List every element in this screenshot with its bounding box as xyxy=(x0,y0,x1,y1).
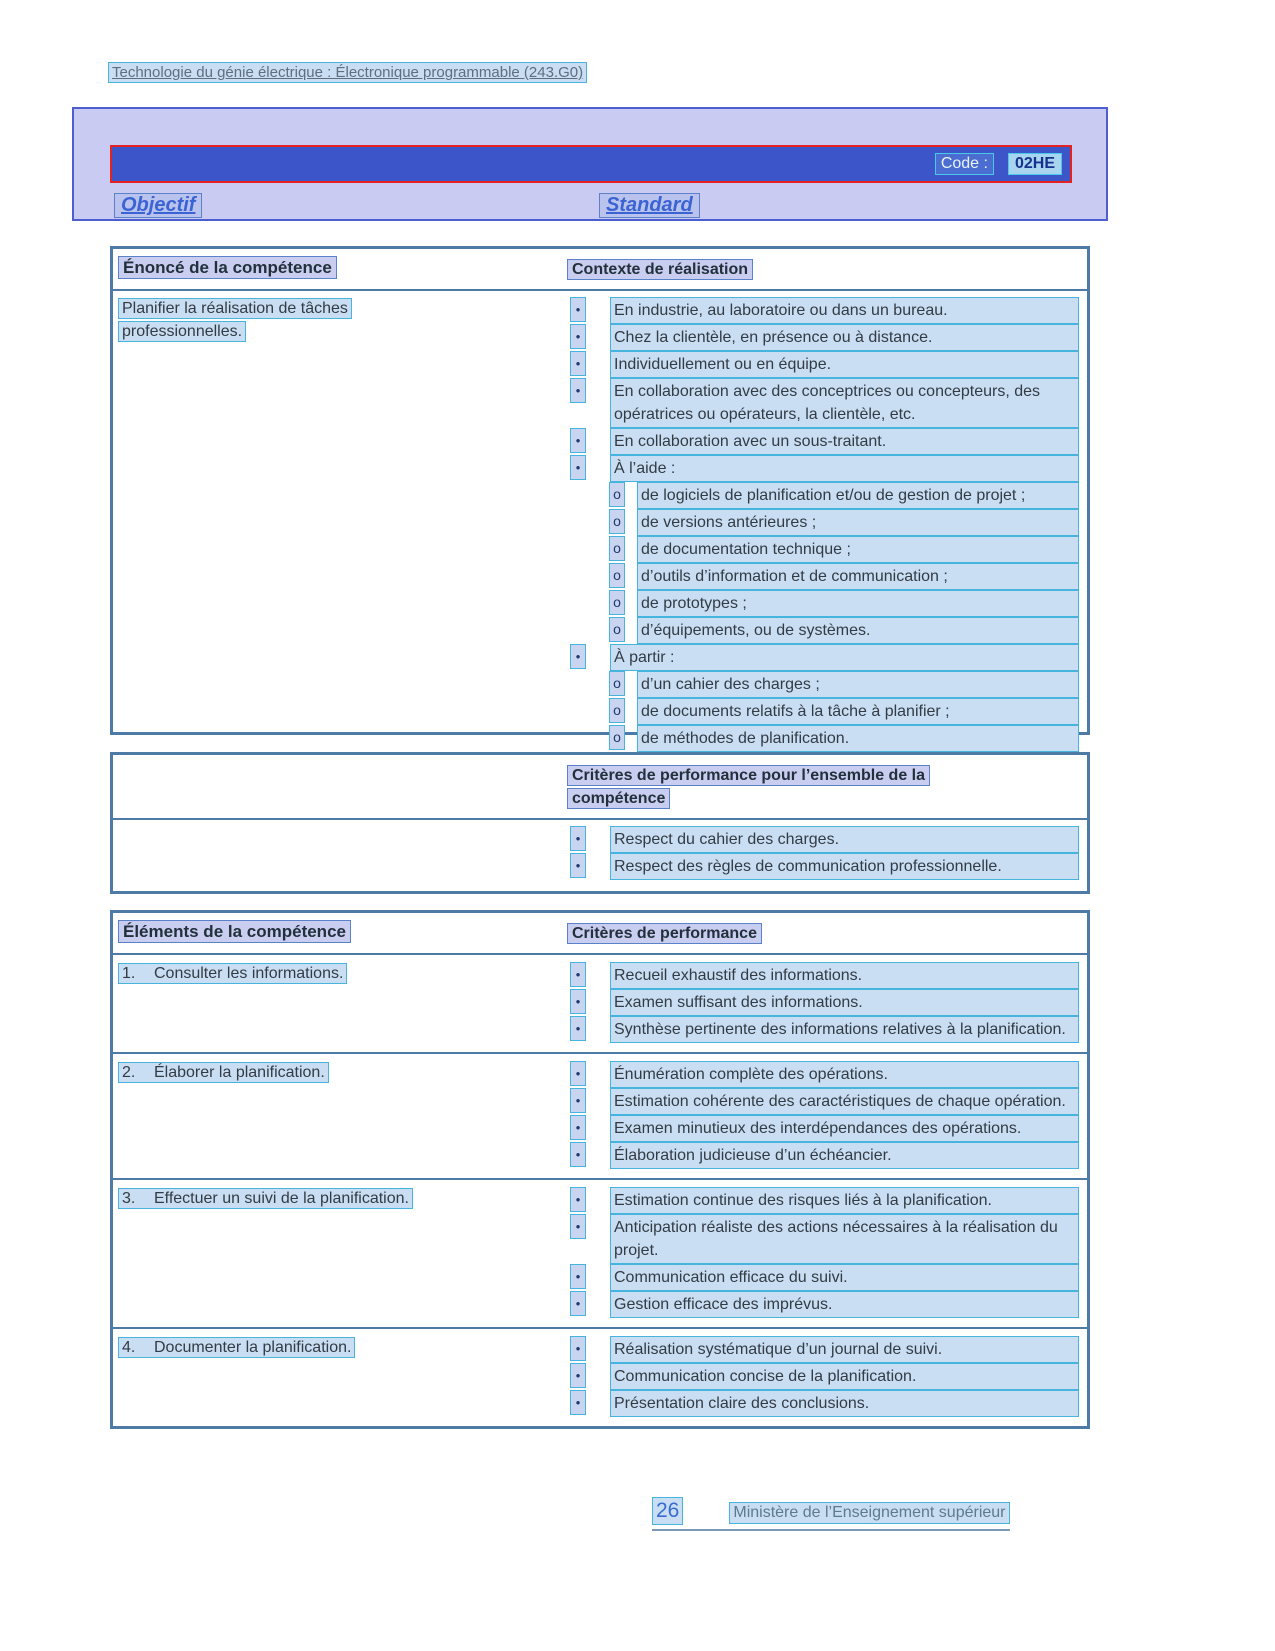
table-body-row xyxy=(113,291,1087,760)
objectif-heading: Objectif xyxy=(114,193,202,218)
sub-bullet-icon: o xyxy=(609,725,625,750)
element-label: Consulter les informations. xyxy=(154,965,344,982)
sub-list-item xyxy=(567,590,1081,617)
bullet-icon: • xyxy=(570,989,586,1014)
list-item xyxy=(567,1390,1081,1417)
code-label: Code : xyxy=(935,153,994,175)
bullet-icon: • xyxy=(570,853,586,878)
sub-list-item xyxy=(567,482,1081,509)
sub-bullet-icon: o xyxy=(609,536,625,561)
sub-bullet-icon: o xyxy=(609,671,625,696)
list-item xyxy=(567,1214,1081,1264)
ministry-label: Ministère de l’Enseignement supérieur xyxy=(729,1502,1009,1524)
bullet-icon: • xyxy=(570,324,586,349)
list-item xyxy=(567,644,1081,671)
objective-panel xyxy=(72,107,1108,221)
element-cell xyxy=(113,1336,567,1417)
element-row xyxy=(113,955,1087,1052)
document-title: Technologie du génie électrique : Électronique programmable (243.G0) xyxy=(108,62,587,83)
element-label: Documenter la planification. xyxy=(154,1339,352,1356)
criteria-item: Respect des règles de communication professionnelle. xyxy=(610,853,1079,880)
list-item xyxy=(567,1264,1081,1291)
list-item xyxy=(567,1088,1081,1115)
list-item xyxy=(567,378,1081,428)
list-item xyxy=(567,1115,1081,1142)
list-item xyxy=(567,1336,1081,1363)
header-cell-left xyxy=(113,922,567,945)
element-number: 1. xyxy=(122,965,136,982)
criteria-list xyxy=(567,1187,1081,1318)
global-criteria-list xyxy=(567,826,1081,880)
sub-bullet-icon: o xyxy=(609,482,625,507)
criteria-item: Recueil exhaustif des informations. xyxy=(610,962,1079,989)
competence-header: Énoncé de la compétence xyxy=(118,256,337,279)
page-footer xyxy=(652,1497,1010,1531)
element-row xyxy=(113,1327,1087,1426)
context-item: En collaboration avec un sous-traitant. xyxy=(610,428,1079,455)
element-cell xyxy=(113,1187,567,1318)
criteria-item: Réalisation systématique d’un journal de suivi. xyxy=(610,1336,1079,1363)
criteria-item: Examen minutieux des interdépendances des opérations. xyxy=(610,1115,1079,1142)
bullet-icon: • xyxy=(570,1291,586,1316)
element-label: Élaborer la planification. xyxy=(154,1064,325,1081)
header-cell-left xyxy=(113,764,567,810)
context-sub-item: d’un cahier des charges ; xyxy=(637,671,1079,698)
context-sub-item: de logiciels de planification et/ou de gestion de projet ; xyxy=(637,482,1079,509)
context-list xyxy=(567,297,1081,752)
criteria-cell xyxy=(567,962,1087,1043)
element-item xyxy=(118,1188,413,1209)
competence-statement: Planifier la réalisation de tâches professionnelles. xyxy=(118,298,352,342)
header-cell-left xyxy=(113,258,567,281)
global-criteria-cell xyxy=(567,826,1087,880)
context-item: À l’aide : xyxy=(610,455,1079,482)
bullet-icon: • xyxy=(570,1016,586,1041)
list-item xyxy=(567,853,1081,880)
criteria-header: Critères de performance xyxy=(567,923,762,944)
list-item xyxy=(567,989,1081,1016)
element-row xyxy=(113,1178,1087,1327)
bullet-icon: • xyxy=(570,826,586,851)
sub-list-item xyxy=(567,563,1081,590)
element-item xyxy=(118,1062,329,1083)
bullet-icon: • xyxy=(570,644,586,669)
element-cell xyxy=(113,962,567,1043)
element-cell xyxy=(113,1061,567,1169)
element-row xyxy=(113,1052,1087,1178)
sub-bullet-icon: o xyxy=(609,698,625,723)
bullet-icon: • xyxy=(570,1061,586,1086)
criteria-item: Élaboration judicieuse d’un échéancier. xyxy=(610,1142,1079,1169)
list-item xyxy=(567,428,1081,455)
list-item xyxy=(567,297,1081,324)
element-number: 4. xyxy=(122,1339,136,1356)
bullet-icon: • xyxy=(570,1187,586,1212)
bullet-icon: • xyxy=(570,1363,586,1388)
empty-cell xyxy=(113,826,567,880)
criteria-cell xyxy=(567,1187,1087,1318)
context-sub-item: d’outils d’information et de communication ; xyxy=(637,563,1079,590)
criteria-cell xyxy=(567,1061,1087,1169)
list-item xyxy=(567,351,1081,378)
context-item: En collaboration avec des conceptrices ou concepteurs, des opératrices ou opérateurs, la clientèle, etc. xyxy=(610,378,1079,428)
criteria-item: Estimation continue des risques liés à la planification. xyxy=(610,1187,1079,1214)
standard-heading: Standard xyxy=(599,193,700,218)
sub-list-item xyxy=(567,725,1081,752)
context-item: Chez la clientèle, en présence ou à distance. xyxy=(610,324,1079,351)
criteria-list xyxy=(567,1336,1081,1417)
sub-bullet-icon: o xyxy=(609,590,625,615)
header-cell-right xyxy=(567,764,1087,810)
list-item xyxy=(567,324,1081,351)
criteria-item: Énumération complète des opérations. xyxy=(610,1061,1079,1088)
context-item: À partir : xyxy=(610,644,1079,671)
criteria-item: Présentation claire des conclusions. xyxy=(610,1390,1079,1417)
header-cell-right xyxy=(567,922,1087,945)
bullet-icon: • xyxy=(570,1390,586,1415)
list-item xyxy=(567,962,1081,989)
context-sub-item: d’équipements, ou de systèmes. xyxy=(637,617,1079,644)
element-number: 2. xyxy=(122,1064,136,1081)
bullet-icon: • xyxy=(570,962,586,987)
criteria-list xyxy=(567,962,1081,1043)
context-sub-item: de prototypes ; xyxy=(637,590,1079,617)
bullet-icon: • xyxy=(570,428,586,453)
header-cell-right xyxy=(567,258,1087,281)
sub-list-item xyxy=(567,536,1081,563)
criteria-item: Respect du cahier des charges. xyxy=(610,826,1079,853)
sub-bullet-icon: o xyxy=(609,563,625,588)
sub-bullet-icon: o xyxy=(609,617,625,642)
elements-header: Éléments de la compétence xyxy=(118,920,351,943)
list-item xyxy=(567,1142,1081,1169)
bullet-icon: • xyxy=(570,351,586,376)
sub-list-item xyxy=(567,617,1081,644)
sub-list-item xyxy=(567,671,1081,698)
global-criteria-table xyxy=(110,752,1090,894)
element-item xyxy=(118,963,347,984)
bullet-icon: • xyxy=(570,1264,586,1289)
context-item: Individuellement ou en équipe. xyxy=(610,351,1079,378)
table-header-row xyxy=(113,755,1087,820)
list-item xyxy=(567,1016,1081,1043)
criteria-item: Gestion efficace des imprévus. xyxy=(610,1291,1079,1318)
bullet-icon: • xyxy=(570,455,586,480)
bullet-icon: • xyxy=(570,1214,586,1239)
criteria-item: Examen suffisant des informations. xyxy=(610,989,1079,1016)
global-criteria-header: Critères de performance pour l’ensemble de la compétence xyxy=(567,765,930,809)
table-header-row xyxy=(113,913,1087,955)
elements-criteria-table xyxy=(110,910,1090,1429)
sub-bullet-icon: o xyxy=(609,509,625,534)
code-value: 02HE xyxy=(1008,153,1062,175)
bullet-icon: • xyxy=(570,378,586,403)
table-body-row xyxy=(113,820,1087,888)
context-header: Contexte de réalisation xyxy=(567,259,753,280)
list-item xyxy=(567,1061,1081,1088)
list-item xyxy=(567,455,1081,482)
element-item xyxy=(118,1337,355,1358)
criteria-item: Communication efficace du suivi. xyxy=(610,1264,1079,1291)
sub-list-item xyxy=(567,509,1081,536)
context-sub-item: de documents relatifs à la tâche à planifier ; xyxy=(637,698,1079,725)
context-item: En industrie, au laboratoire ou dans un bureau. xyxy=(610,297,1079,324)
element-label: Effectuer un suivi de la planification. xyxy=(154,1190,409,1207)
context-sub-item: de versions antérieures ; xyxy=(637,509,1079,536)
criteria-item: Anticipation réaliste des actions nécessaires à la réalisation du projet. xyxy=(610,1214,1079,1264)
criteria-cell xyxy=(567,1336,1087,1417)
bullet-icon: • xyxy=(570,1088,586,1113)
page-number: 26 xyxy=(652,1497,683,1525)
criteria-item: Estimation cohérente des caractéristiques de chaque opération. xyxy=(610,1088,1079,1115)
criteria-list xyxy=(567,1061,1081,1169)
bullet-icon: • xyxy=(570,297,586,322)
list-item xyxy=(567,1363,1081,1390)
statement-cell xyxy=(113,297,567,752)
sub-list-item xyxy=(567,698,1081,725)
context-sub-item: de méthodes de planification. xyxy=(637,725,1079,752)
bullet-icon: • xyxy=(570,1115,586,1140)
code-banner xyxy=(110,145,1072,183)
list-item xyxy=(567,826,1081,853)
bullet-icon: • xyxy=(570,1142,586,1167)
context-cell xyxy=(567,297,1087,752)
bullet-icon: • xyxy=(570,1336,586,1361)
table-header-row xyxy=(113,249,1087,291)
document-header xyxy=(108,64,587,81)
element-number: 3. xyxy=(122,1190,136,1207)
competence-context-table xyxy=(110,246,1090,747)
criteria-item: Communication concise de la planification. xyxy=(610,1363,1079,1390)
criteria-item: Synthèse pertinente des informations relatives à la planification. xyxy=(610,1016,1079,1043)
context-sub-item: de documentation technique ; xyxy=(637,536,1079,563)
list-item xyxy=(567,1187,1081,1214)
list-item xyxy=(567,1291,1081,1318)
